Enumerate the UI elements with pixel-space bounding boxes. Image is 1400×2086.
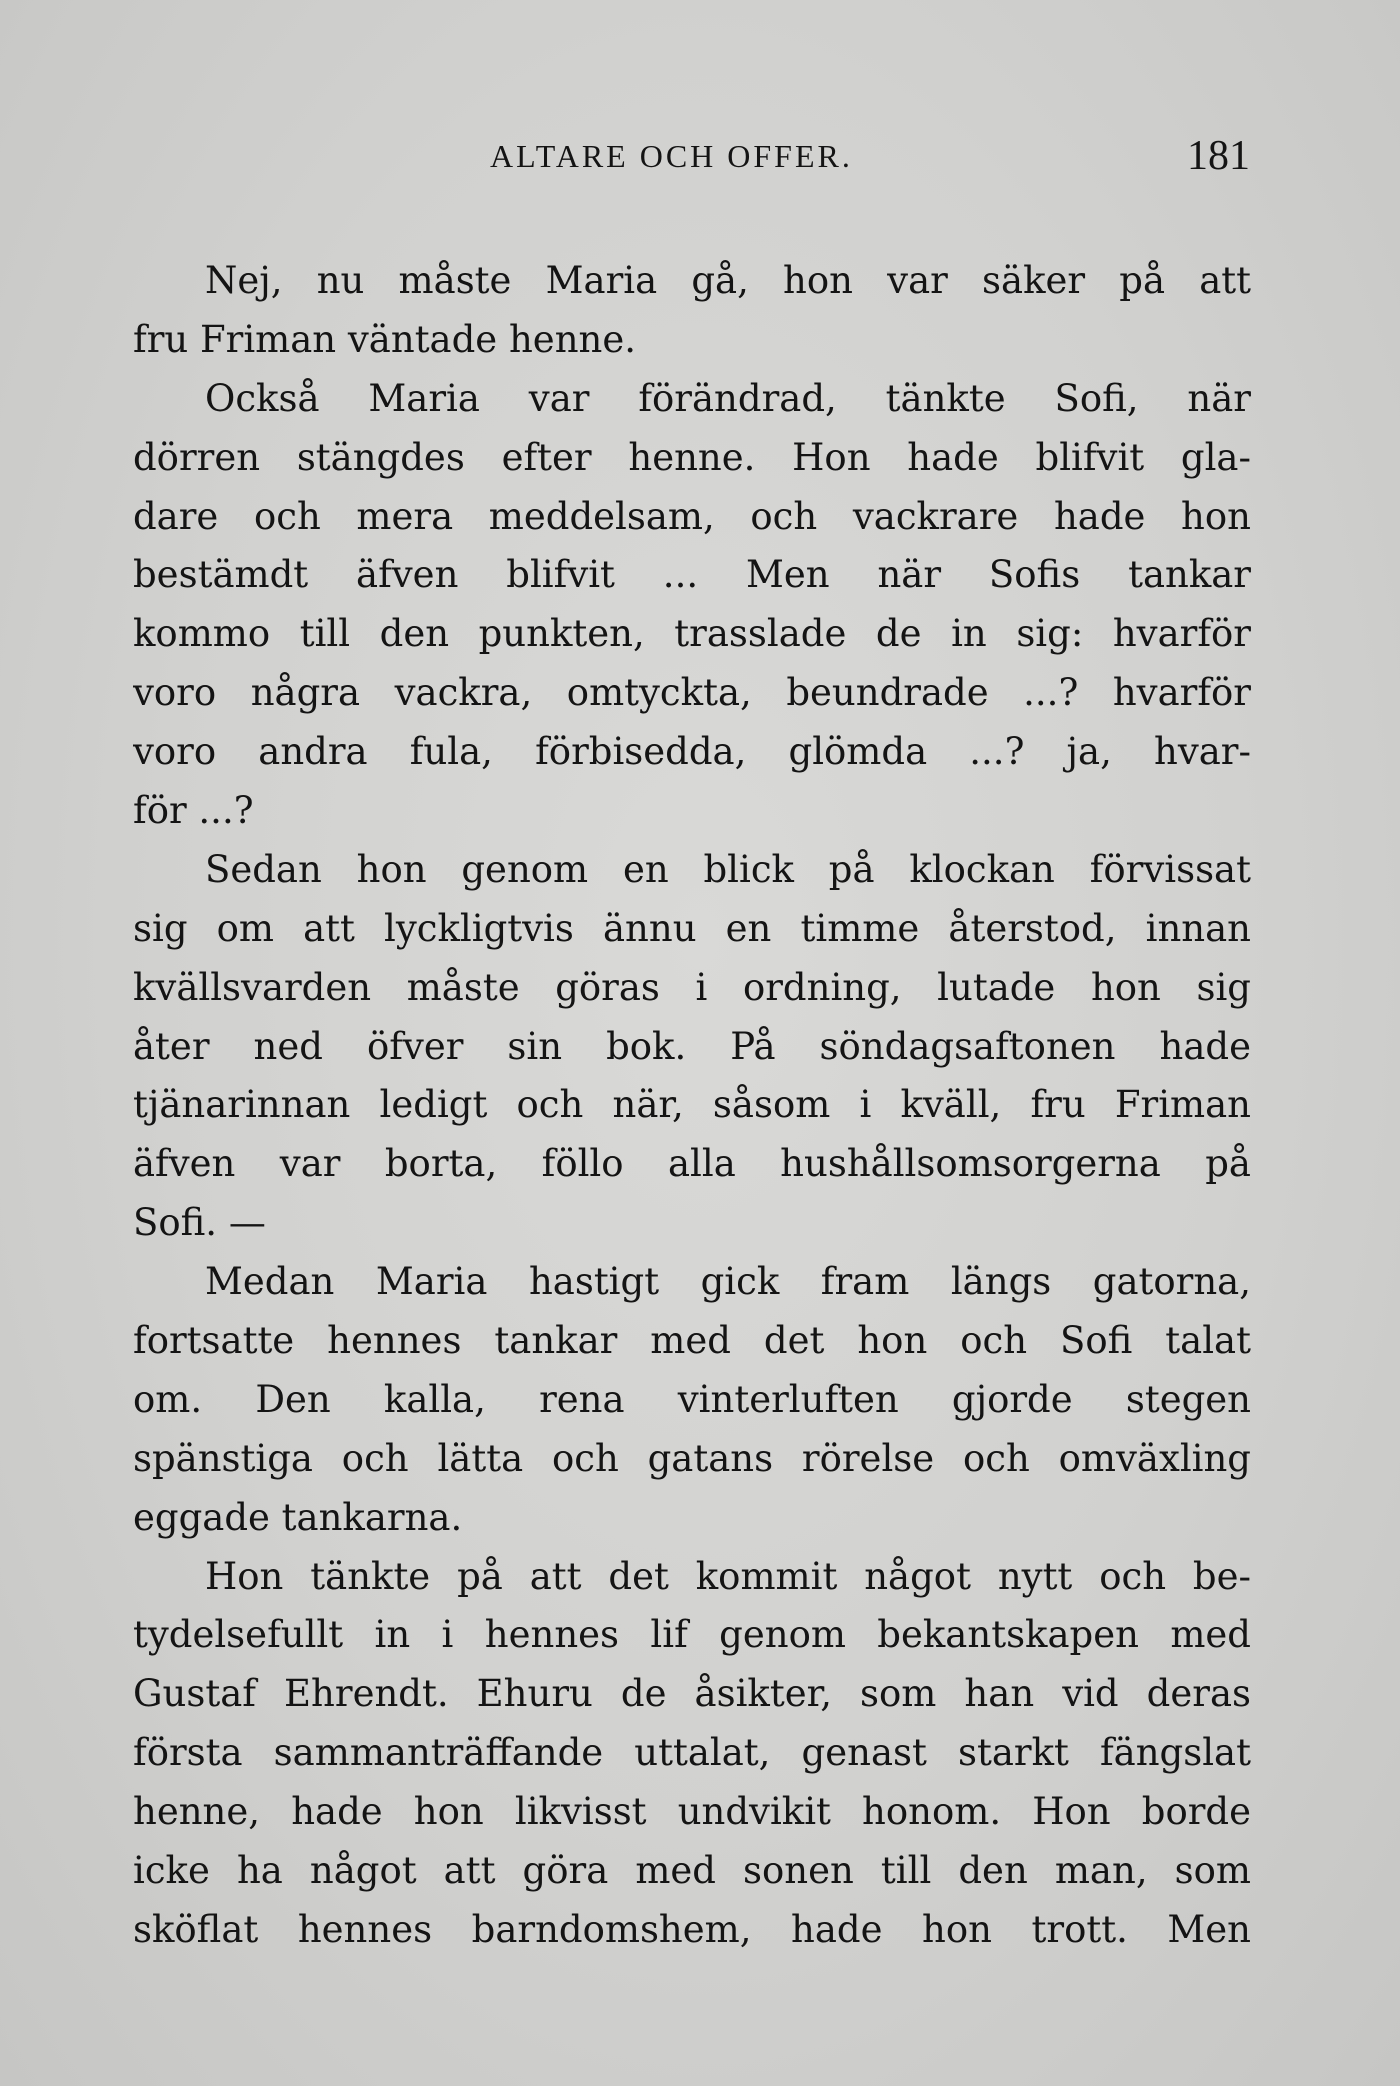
text-line: åter ned öfver sin bok. På söndagsaftonen hade [133,1024,1251,1068]
text-line: Nej, nu måste Maria gå, hon var säker på att [205,259,1251,302]
text-line: fortsatte hennes tankar med det hon och Sofi talat [133,1319,1251,1363]
text-line: första sammanträffande uttalat, genast starkt fängslat [133,1731,1251,1775]
text-line: voro andra fula, förbisedda, glömda ...? ja, hvar- [133,730,1251,774]
text-line: om. Den kalla, rena vinterluften gjorde stegen [133,1377,1251,1421]
text-line: Också Maria var förändrad, tänkte Sofi, när [205,376,1251,420]
running-head [135,133,1250,188]
text-line: eggade tankarna. [133,1495,463,1539]
text-line: kvällsvarden måste göras i ordning, lutade hon sig [133,965,1251,1009]
text-line: henne, hade hon likvisst undvikit honom. Hon borde [133,1790,1251,1834]
text-line: voro några vackra, omtyckta, beundrade ...? hvarför [133,671,1251,715]
text-line: sköflat hennes barndomshem, hade hon trott. Men [133,1907,1251,1951]
text-line: för ...? [133,789,254,833]
text-line: icke ha något att göra med sonen till den man, som [133,1849,1251,1893]
text-line: äfven var borta, föllo alla hushållsomsorgerna på [133,1142,1251,1186]
text-line: dare och mera meddelsam, och vackrare hade hon [133,494,1251,538]
text-line: Sedan hon genom en blick på klockan förvissat [205,847,1251,891]
body-text [133,252,1251,1960]
text-line: bestämdt äfven blifvit ... Men när Sofis tankar [133,553,1251,597]
text-line: Medan Maria hastigt gick fram längs gatorna, [205,1260,1251,1304]
text-line: tydelsefullt in i hennes lif genom bekantskapen med [133,1613,1251,1657]
text-line: dörren stängdes efter henne. Hon hade blifvit gla- [133,435,1251,479]
text-line: kommo till den punkten, trasslade de in sig: hvarför [133,612,1251,656]
text-line: fru Friman väntade henne. [133,317,637,361]
text-line: Hon tänkte på att det kommit något nytt och be- [205,1554,1251,1598]
page-number: 181 [1187,133,1250,179]
text-line: tjänarinnan ledigt och när, såsom i kväll, fru Friman [133,1083,1251,1127]
text-line: Sofi. — [133,1201,266,1245]
running-title: ALTARE OCH OFFER. [490,138,853,174]
text-line: spänstiga och lätta och gatans rörelse och omväxling [133,1436,1251,1480]
text-line: sig om att lyckligtvis ännu en timme återstod, innan [133,906,1251,950]
text-line: Gustaf Ehrendt. Ehuru de åsikter, som han vid deras [133,1672,1251,1716]
